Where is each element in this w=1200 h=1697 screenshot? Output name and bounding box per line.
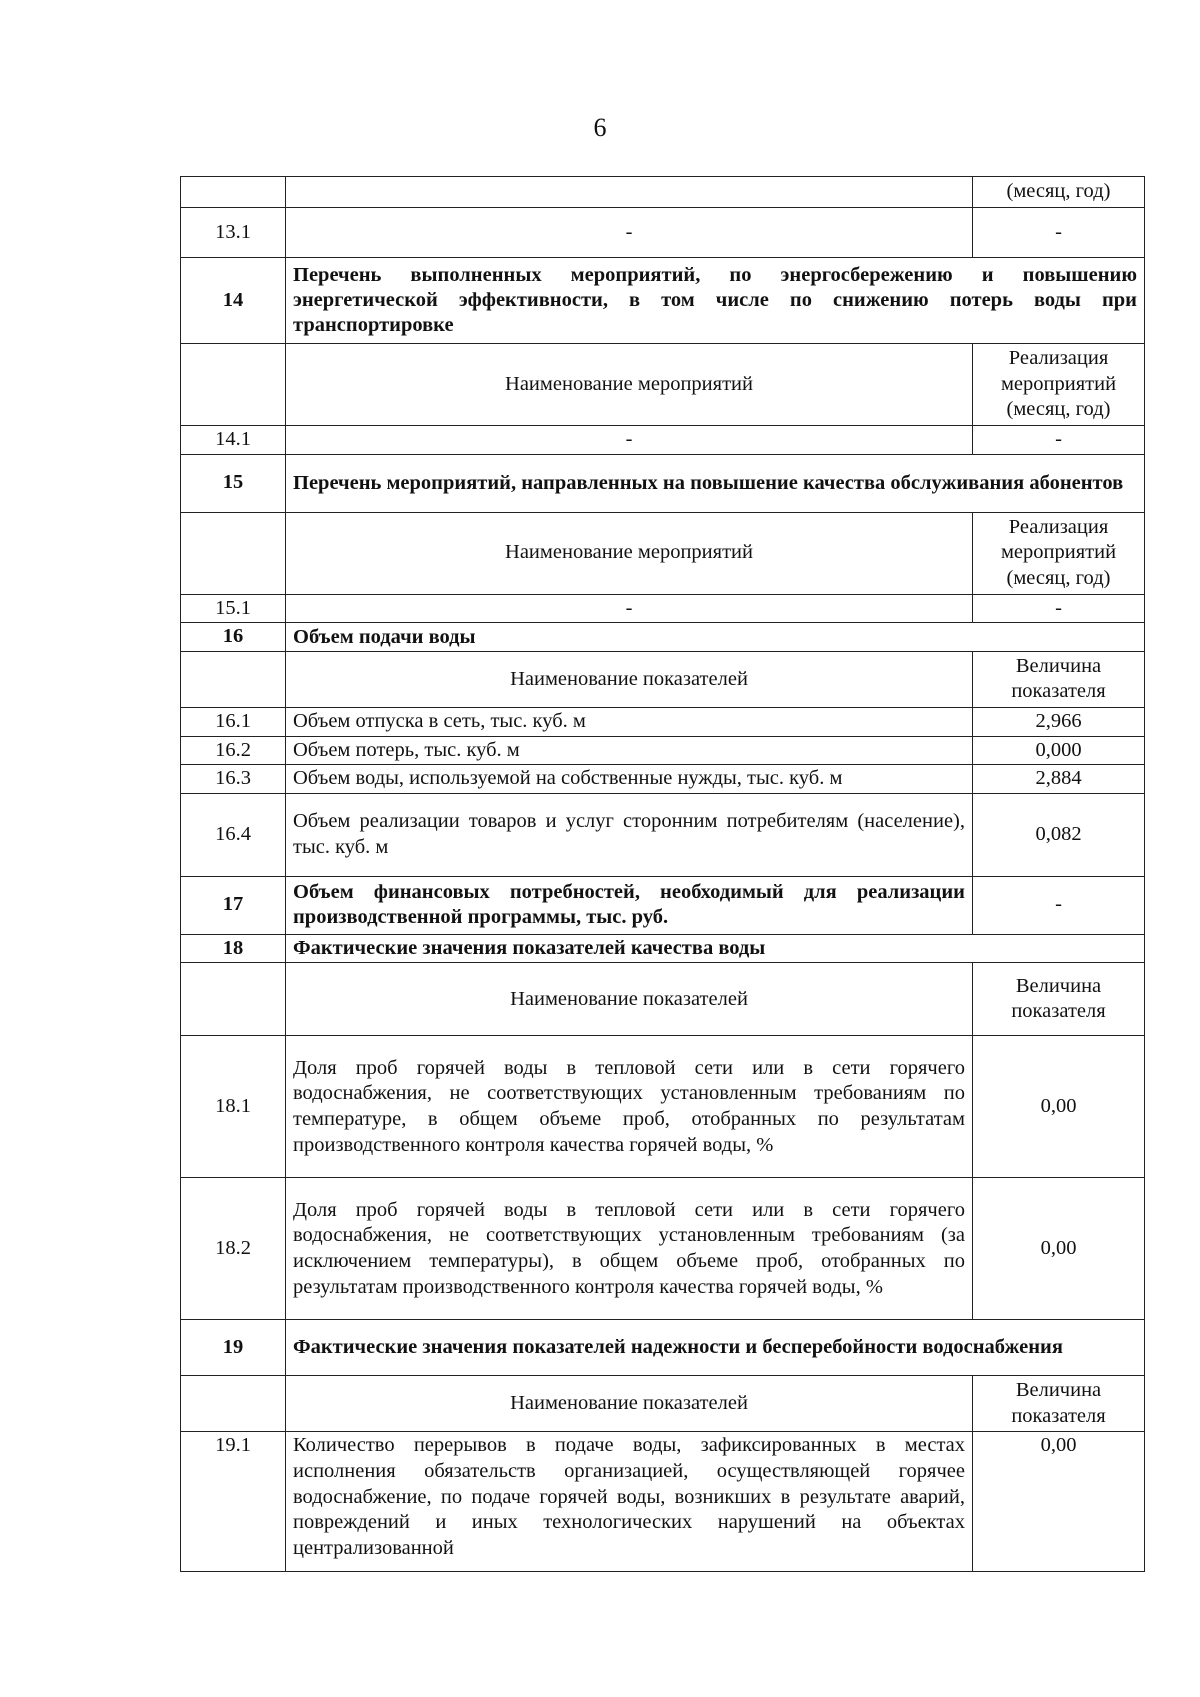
row-name: Доля проб горячей воды в тепловой сети или в сети горячего водоснабжения, не соответствующих установленным требованиям по температуре, в общем объеме проб, отобранных по результатам производственного контроля качества горячей воды, % (286, 1036, 973, 1178)
row-value: - (973, 426, 1145, 455)
section-number: 15 (181, 454, 286, 512)
table-row (181, 1432, 1145, 1572)
row-number: 16.4 (181, 793, 286, 876)
row-name: - (286, 594, 973, 623)
section-number: 18 (181, 934, 286, 963)
section-title: Объем подачи воды (286, 623, 1145, 652)
table-header-row (181, 344, 1145, 426)
section-row (181, 934, 1145, 963)
section-row (181, 258, 1145, 344)
production-program-table (180, 176, 1145, 1572)
table-row (181, 426, 1145, 455)
table-header-row (181, 1376, 1145, 1432)
table-header-row (181, 512, 1145, 594)
section-title: Фактические значения показателей надежности и бесперебойности водоснабжения (286, 1320, 1145, 1376)
row-name: Объем воды, используемой на собственные нужды, тыс. куб. м (286, 765, 973, 794)
section-row (181, 876, 1145, 934)
row-value: 0,00 (973, 1432, 1145, 1572)
cell-empty (181, 344, 286, 426)
table-row (181, 177, 1145, 208)
row-number: 16.1 (181, 707, 286, 736)
row-value: 2,884 (973, 765, 1145, 794)
row-name: Доля проб горячей воды в тепловой сети или в сети горячего водоснабжения, не соответствующих установленным требованиям (за исключением температуры), в общем объеме проб, отобранных по результатам производственного контроля качества горячей воды, % (286, 1178, 973, 1320)
table-row (181, 594, 1145, 623)
table-header-row (181, 651, 1145, 707)
row-number: 18.1 (181, 1036, 286, 1178)
row-value: - (973, 594, 1145, 623)
column-header-value: Величина показателя (973, 1376, 1145, 1432)
column-header-name: Наименование показателей (286, 1376, 973, 1432)
column-header-value: Величина показателя (973, 651, 1145, 707)
section-title: Перечень мероприятий, направленных на повышение качества обслуживания абонентов (286, 454, 1145, 512)
section-number: 17 (181, 876, 286, 934)
column-header-value: Величина показателя (973, 963, 1145, 1036)
row-number: 13.1 (181, 208, 286, 258)
cell-empty (181, 651, 286, 707)
row-value: 0,082 (973, 793, 1145, 876)
column-header-name: Наименование мероприятий (286, 512, 973, 594)
row-number: 19.1 (181, 1432, 286, 1572)
cell-empty (181, 512, 286, 594)
row-number: 18.2 (181, 1178, 286, 1320)
row-value: - (973, 208, 1145, 258)
table-row (181, 1178, 1145, 1320)
section-number: 14 (181, 258, 286, 344)
row-name: - (286, 208, 973, 258)
section-title: Перечень выполненных мероприятий, по энергосбережению и повышению энергетической эффективности, в том числе по снижению потерь воды при транспортировке (286, 258, 1145, 344)
cell-empty (286, 177, 973, 208)
column-header-name: Наименование показателей (286, 651, 973, 707)
column-header-name: Наименование мероприятий (286, 344, 973, 426)
section-row (181, 1320, 1145, 1376)
cell-empty (181, 963, 286, 1036)
section-row (181, 623, 1145, 652)
row-number: 16.3 (181, 765, 286, 794)
row-number: 15.1 (181, 594, 286, 623)
column-header-name: Наименование показателей (286, 963, 973, 1036)
column-header-value: Реализация мероприятий (месяц, год) (973, 344, 1145, 426)
cell-empty (181, 177, 286, 208)
row-number: 14.1 (181, 426, 286, 455)
section-title: Фактические значения показателей качества воды (286, 934, 1145, 963)
row-name: Количество перерывов в подаче воды, зафиксированных в местах исполнения обязательств организацией, осуществляющей горячее водоснабжение, по подаче горячей воды, возникших в результате аварий, повреждений и иных технологических нарушений на объектах централизованной (286, 1432, 973, 1572)
period-header-cell: (месяц, год) (973, 177, 1145, 208)
row-number: 16.2 (181, 736, 286, 765)
row-value: 0,000 (973, 736, 1145, 765)
row-value: 2,966 (973, 707, 1145, 736)
table-row (181, 736, 1145, 765)
table-row (181, 707, 1145, 736)
row-name: Объем потерь, тыс. куб. м (286, 736, 973, 765)
table-row (181, 1036, 1145, 1178)
row-value: 0,00 (973, 1178, 1145, 1320)
section-row (181, 454, 1145, 512)
row-value: - (973, 876, 1145, 934)
section-number: 16 (181, 623, 286, 652)
section-number: 19 (181, 1320, 286, 1376)
row-name: Объем отпуска в сеть, тыс. куб. м (286, 707, 973, 736)
page-number: 6 (593, 113, 607, 142)
table-row (181, 765, 1145, 794)
section-title: Объем финансовых потребностей, необходимый для реализации производственной программы, тыс. руб. (286, 876, 973, 934)
column-header-value: Реализация мероприятий (месяц, год) (973, 512, 1145, 594)
cell-empty (181, 1376, 286, 1432)
table-row (181, 793, 1145, 876)
row-name: Объем реализации товаров и услуг сторонним потребителям (население), тыс. куб. м (286, 793, 973, 876)
table-row (181, 208, 1145, 258)
row-value: 0,00 (973, 1036, 1145, 1178)
table-header-row (181, 963, 1145, 1036)
row-name: - (286, 426, 973, 455)
